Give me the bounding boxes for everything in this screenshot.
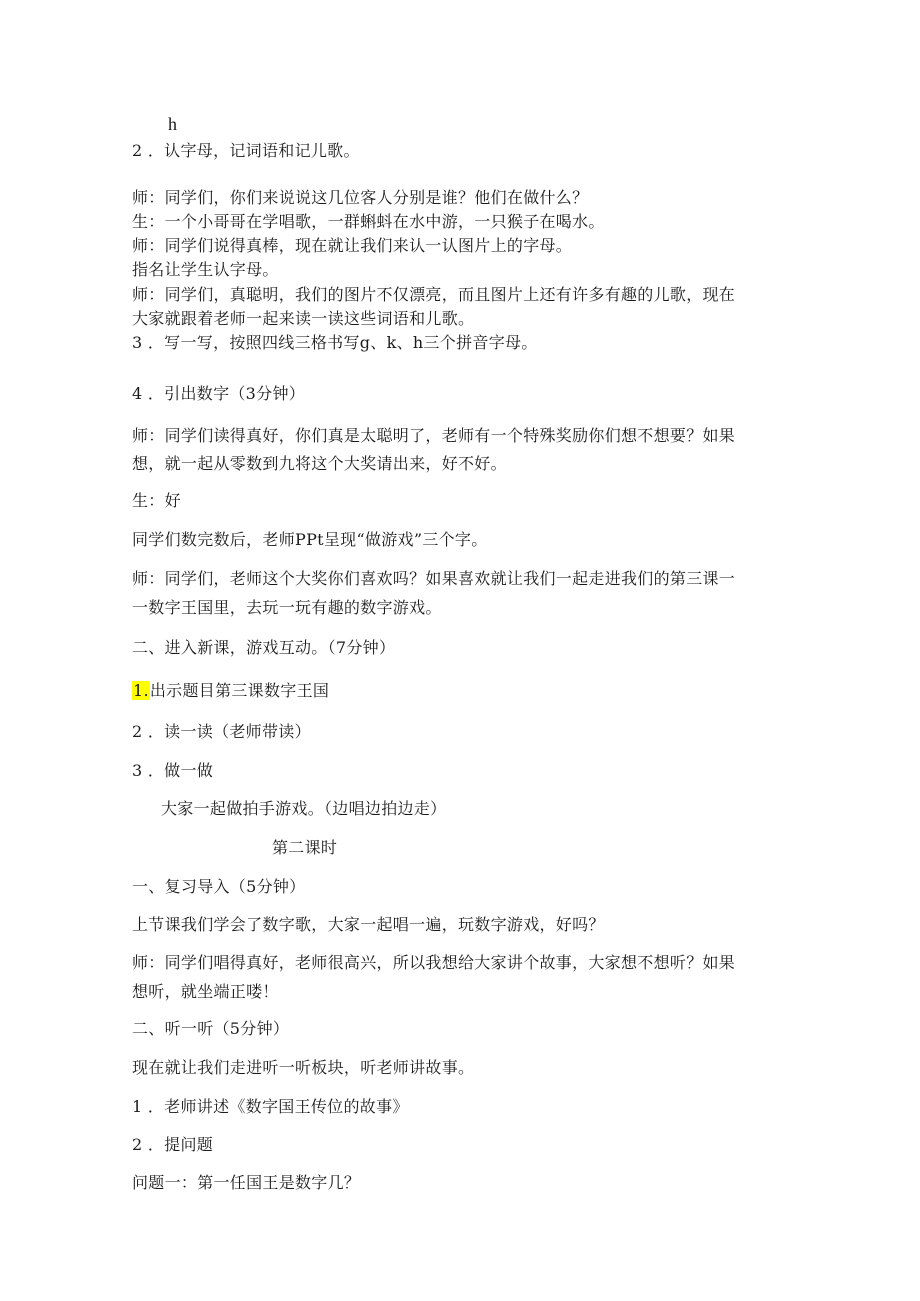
dialogue-teacher-reward-line1: 师：同学们读得真好，你们真是太聪明了，老师有一个特殊奖励你们想不想要？如果 xyxy=(132,426,736,445)
section-title-second-period: 第二课时 xyxy=(272,838,338,857)
dialogue-teacher-praise: 师：同学们说得真棒，现在就让我们来认一认图片上的字母。 xyxy=(132,236,573,255)
list-item-2-read: 2 ．读一读（老师带读） xyxy=(132,722,311,741)
list-item-1-tell-story: 1 ．老师讲述《数字国王传位的故事》 xyxy=(132,1097,409,1116)
dialogue-teacher-reward-line2: 想，就一起从零数到九将这个大奖请出来，好不好。 xyxy=(132,454,507,473)
section-heading-listen: 二、听一听（5分钟） xyxy=(132,1019,290,1038)
question-one: 问题一：第一任国王是数字几？ xyxy=(132,1173,361,1192)
dialogue-teacher-lesson3-line2: 一数字王国里，去玩一玩有趣的数字游戏。 xyxy=(132,598,442,617)
highlight-mark: 1. xyxy=(133,681,149,700)
narration-ppt-game: 同学们数完数后，老师PPt呈现“做游戏”三个字。 xyxy=(132,530,488,549)
paragraph-number-song: 上节课我们学会了数字歌，大家一起唱一遍，玩数字游戏，好吗？ xyxy=(132,915,605,934)
paragraph-listen-story: 现在就让我们走进听一听板块，听老师讲故事。 xyxy=(132,1058,475,1077)
instruction-clap-game: 大家一起做拍手游戏。（边唱边拍边走） xyxy=(161,799,447,818)
dialogue-teacher-songs-line2: 大家就跟着老师一起来读一读这些词语和儿歌。 xyxy=(132,309,475,328)
list-item-4-introduce-numbers: 4 ．引出数字（3分钟） xyxy=(132,384,306,403)
list-item-1-text: 出示题目第三课数字王国 xyxy=(149,681,330,700)
dialogue-teacher-songs-line1: 师：同学们，真聪明，我们的图片不仅漂亮，而且图片上还有许多有趣的儿歌，现在 xyxy=(132,285,736,304)
dialogue-teacher-story-line2: 想听，就坐端正喽！ xyxy=(132,982,279,1001)
dialogue-student-ok: 生：好 xyxy=(132,491,181,510)
list-item-3-write-letters: 3 ．写一写，按照四线三格书写g、k、h三个拼音字母。 xyxy=(132,333,538,352)
dialogue-teacher-lesson3-line1: 师：同学们，老师这个大奖你们喜欢吗？如果喜欢就让我们一起走进我们的第三课一 xyxy=(132,569,736,588)
list-item-1-show-title xyxy=(132,680,329,702)
dialogue-teacher-story-line1: 师：同学们唱得真好，老师很高兴，所以我想给大家讲个故事，大家想不想听？如果 xyxy=(132,953,736,972)
list-item-2-questions: 2 ．提问题 xyxy=(132,1135,214,1154)
section-heading-review: 一、复习导入（5分钟） xyxy=(132,877,306,896)
list-item-3-do: 3 ．做一做 xyxy=(132,761,214,780)
list-item-2-recognize-letters: 2 ．认字母，记词语和记儿歌。 xyxy=(132,141,360,160)
instruction-name-students: 指名让学生认字母。 xyxy=(132,260,279,279)
dialogue-teacher-question: 师：同学们，你们来说说这几位客人分别是谁？他们在做什么？ xyxy=(132,188,589,207)
pinyin-letter-h: h xyxy=(168,114,177,134)
section-heading-new-lesson: 二、进入新课，游戏互动。（7分钟） xyxy=(132,638,396,657)
dialogue-student-answer: 生：一个小哥哥在学唱歌，一群蝌蚪在水中游，一只猴子在喝水。 xyxy=(132,212,605,231)
